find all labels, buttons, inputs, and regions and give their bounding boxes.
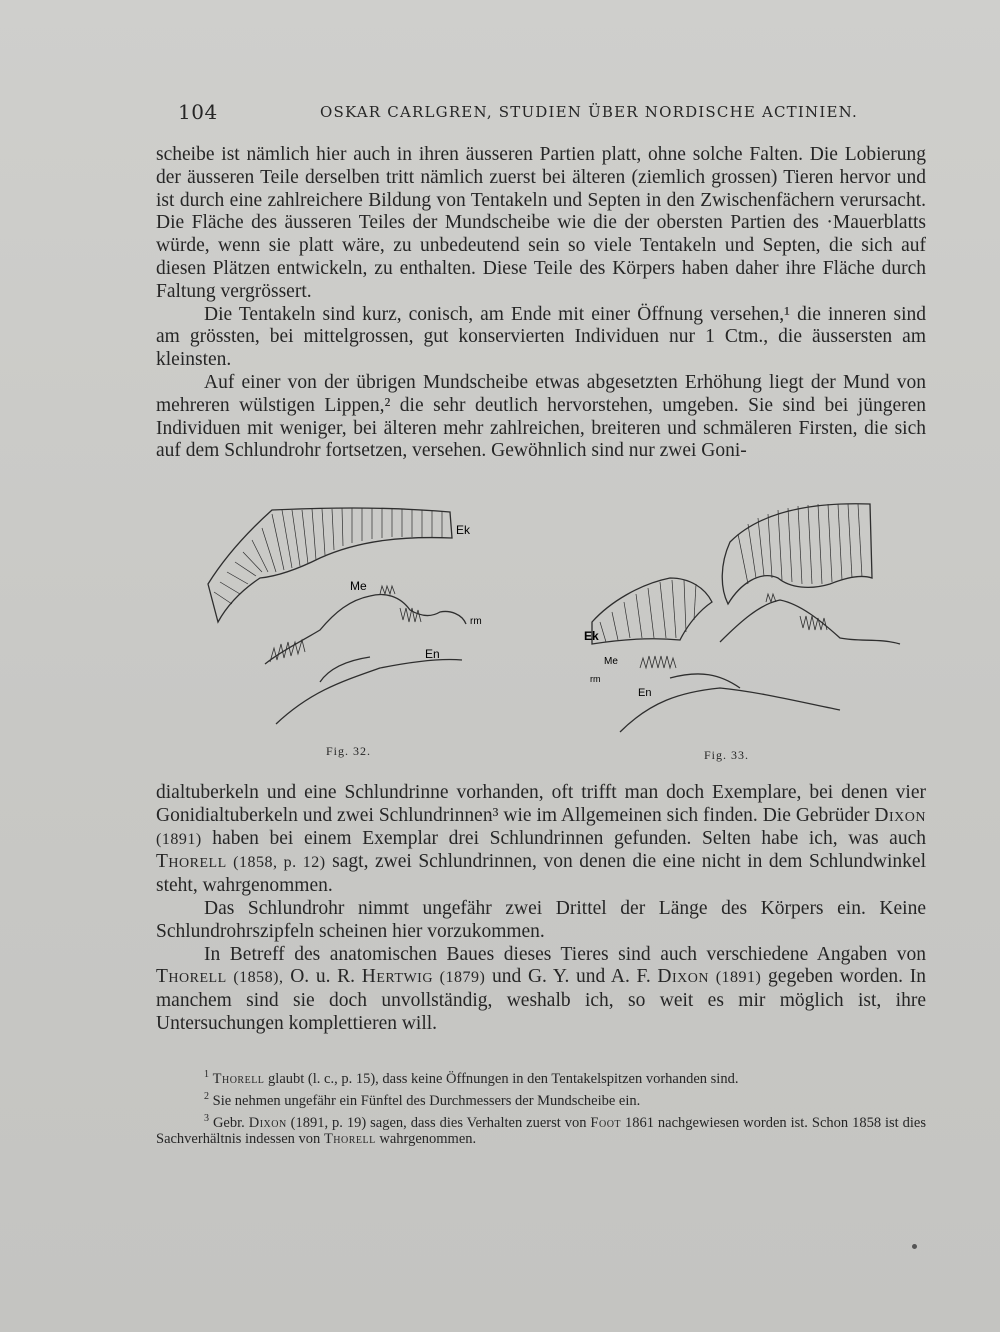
page-header (178, 100, 934, 124)
citation-year: (1891) (156, 830, 202, 848)
text-run: gegeben worden. In manchem sind sie doch unvollständig, weshalb ich, so weit es mir möglich ist, ihre Untersuchungen komplettieren will. (156, 966, 927, 1034)
text-run: O. u. R. (283, 966, 362, 988)
fig33-hatching (600, 504, 862, 642)
fig33-label-rm: rm (590, 674, 601, 684)
citation-year: (1891) (715, 969, 762, 987)
fig32-pharynx-line (276, 659, 462, 724)
text-run: und G. Y. und A. F. (485, 966, 658, 988)
fig33-label-me: Me (604, 656, 618, 667)
author-name: Dixon (248, 1114, 287, 1131)
fig32-body-line (320, 657, 370, 682)
fig32-label-en: En (425, 647, 440, 661)
figures (200, 492, 940, 764)
paragraph: scheibe ist nämlich hier auch in ihren äusseren Partien platt, ohne solche Falten. Die Lobierung der äusseren Teile derselben tritt nämlich zuerst bei älteren (ziemlich grossen) Tieren hervor und ist durch eine zahlreichere Bildung von Tentakeln und Septen in den Zwischenfächern verursacht. Die Fläche des äusseren Teiles der Mundscheibe wie die der obersten Partien des ·Mauerblatts würde, wenn sie platt wäre, zu unbedeutend sein so viele Tentakeln und Septen, die sich auf diesen Plätzen entwickeln, zu enthalten. Diese Teile des Körpers haben daher ihre Fläche durch Faltung vergrössert. (156, 144, 926, 302)
author-name: Dixon (657, 966, 709, 988)
text-run: In Betreff des anatomischen Baues dieses Tieres sind auch verschiedene Angaben von (204, 943, 926, 965)
ink-speck (912, 1244, 917, 1249)
author-name: Thorell (156, 851, 227, 873)
fig33-body-line (670, 674, 740, 688)
fig32-label-rm: rm (470, 616, 482, 627)
author-name: Dixon (874, 804, 926, 826)
fig32-hatching (214, 508, 442, 604)
paragraph: Das Schlundrohr nimmt ungefähr zwei Drittel der Länge des Körpers ein. Keine Schlundrohrszipfeln scheinen hier vorzukommen. (156, 897, 926, 942)
footnotes (156, 1066, 926, 1148)
text-block-top (156, 144, 926, 463)
footnote-text: glaubt (l. c., p. 15), dass keine Öffnungen in den Tentakelspitzen vorhanden sind. (264, 1070, 739, 1087)
fig33-pharynx-line (620, 688, 840, 732)
fig32-label-ek: Ek (456, 523, 471, 537)
footnote-mark: 3 (204, 1112, 209, 1124)
footnote-text: Sie nehmen ungefähr ein Fünftel des Durchmessers der Mundscheibe ein. (212, 1092, 641, 1109)
fig33-left-band (592, 578, 712, 644)
text-run: haben bei einem Exemplar drei Schlundrinnen gefunden. Selten habe ich, was auch (201, 827, 926, 849)
fig32-caption: Fig. 32. (326, 744, 372, 758)
author-name: Hertwig (361, 966, 433, 988)
citation-year: (1858), (233, 969, 284, 987)
footnote-text: Gebr. (212, 1114, 249, 1131)
citation-year: (1858, p. 12) (233, 854, 326, 872)
author-name: Thorell (156, 966, 227, 988)
paragraph (156, 782, 926, 898)
author-name: Foot (590, 1114, 622, 1131)
fig32-label-me: Me (350, 579, 367, 593)
footnote-text: wahrgenommen. (375, 1131, 477, 1148)
citation-year: (1879) (439, 969, 486, 987)
fig33-label-en: En (638, 687, 652, 699)
running-title: OSKAR CARLGREN, STUDIEN ÜBER NORDISCHE ACTINIEN. (320, 103, 858, 121)
footnote-text: 1861 nachgewiesen worden ist. Schon 1858 ist dies Sachverhältnis indessen von (156, 1114, 927, 1148)
author-name: Thorell (212, 1070, 265, 1087)
paragraph: Die Tentakeln sind kurz, conisch, am Ende mit einer Öffnung versehen,¹ die inneren sind am grössten, bei mittelgrossen, gut konservierten Individuen nur 1 Ctm., die äussersten am kleinsten. (156, 303, 926, 371)
anatomical-figures (200, 492, 940, 764)
footnote-mark: 2 (204, 1090, 209, 1102)
fig32-tentacle-fringe (270, 586, 421, 662)
text-run: sagt, zwei Schlundrinnen, von denen die eine nicht in dem Schlundwinkel steht, wahrgenommen. (156, 851, 926, 897)
fig33-caption: Fig. 33. (704, 748, 750, 762)
fig33-inner-outline (720, 600, 900, 644)
fig33-ektoderm-band (722, 504, 872, 604)
footnote-text: (1891, p. 19) sagen, dass dies Verhalten zuerst von (286, 1114, 591, 1131)
page-number: 104 (178, 100, 218, 124)
paragraph (156, 944, 926, 1036)
fig32-ektoderm-band (208, 508, 452, 622)
footnote-2 (156, 1088, 926, 1110)
footnote-3 (156, 1110, 926, 1149)
footnote-mark: 1 (204, 1069, 209, 1080)
fig33-label-ek: Ek (584, 629, 599, 643)
author-name: Thorell (323, 1131, 376, 1148)
text-run: dialtuberkeln und eine Schlundrinne vorhanden, oft trifft man doch Exemplare, bei denen vier Gonidialtuberkeln und zwei Schlundrinnen³ wie im Allgemeinen sich finden. Die Gebrüder (156, 782, 926, 826)
footnote-1 (156, 1066, 926, 1088)
fig33-tentacle-fringe (640, 594, 827, 668)
text-block-bottom (156, 782, 926, 1036)
paragraph: Auf einer von der übrigen Mundscheibe etwas abgesetzten Erhöhung liegt der Mund von mehreren wülstigen Lippen,² die sehr deutlich hervorstehen, umgeben. Sie sind bei jüngeren Individuen mit weniger, bei älteren mehr zahlreichen, breiteren und schmäleren Firsten, die sich auf dem Schlundrohr fortsetzen, versehen. Gewöhnlich sind nur zwei Goni- (156, 371, 926, 462)
